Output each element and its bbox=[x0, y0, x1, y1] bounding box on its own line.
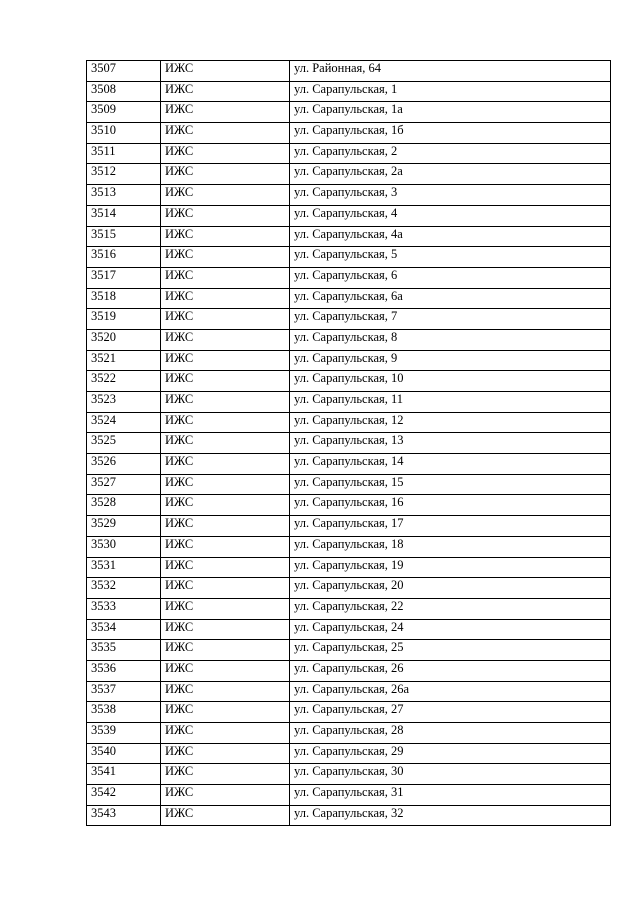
row-number-cell: 3531 bbox=[87, 557, 161, 578]
row-number-cell: 3530 bbox=[87, 536, 161, 557]
table-row bbox=[87, 185, 611, 206]
table-row bbox=[87, 61, 611, 82]
building-type-cell: ИЖС bbox=[161, 205, 290, 226]
row-number-cell: 3527 bbox=[87, 474, 161, 495]
address-cell: ул. Сарапульская, 1 bbox=[290, 81, 611, 102]
address-table bbox=[86, 60, 611, 826]
row-number-cell: 3529 bbox=[87, 516, 161, 537]
address-cell: ул. Сарапульская, 12 bbox=[290, 412, 611, 433]
table-row bbox=[87, 474, 611, 495]
building-type-cell: ИЖС bbox=[161, 226, 290, 247]
table-row bbox=[87, 454, 611, 475]
row-number-cell: 3541 bbox=[87, 764, 161, 785]
table-row bbox=[87, 371, 611, 392]
address-cell: ул. Районная, 64 bbox=[290, 61, 611, 82]
building-type-cell: ИЖС bbox=[161, 578, 290, 599]
address-cell: ул. Сарапульская, 29 bbox=[290, 743, 611, 764]
building-type-cell: ИЖС bbox=[161, 123, 290, 144]
address-cell: ул. Сарапульская, 30 bbox=[290, 764, 611, 785]
address-cell: ул. Сарапульская, 32 bbox=[290, 805, 611, 826]
table-row bbox=[87, 743, 611, 764]
address-cell: ул. Сарапульская, 18 bbox=[290, 536, 611, 557]
row-number-cell: 3533 bbox=[87, 598, 161, 619]
building-type-cell: ИЖС bbox=[161, 598, 290, 619]
table-row bbox=[87, 681, 611, 702]
row-number-cell: 3515 bbox=[87, 226, 161, 247]
table-row bbox=[87, 267, 611, 288]
address-cell: ул. Сарапульская, 20 bbox=[290, 578, 611, 599]
table-row bbox=[87, 433, 611, 454]
row-number-cell: 3534 bbox=[87, 619, 161, 640]
address-cell: ул. Сарапульская, 14 bbox=[290, 454, 611, 475]
row-number-cell: 3537 bbox=[87, 681, 161, 702]
address-cell: ул. Сарапульская, 2 bbox=[290, 143, 611, 164]
table-row bbox=[87, 143, 611, 164]
building-type-cell: ИЖС bbox=[161, 557, 290, 578]
row-number-cell: 3519 bbox=[87, 309, 161, 330]
building-type-cell: ИЖС bbox=[161, 495, 290, 516]
building-type-cell: ИЖС bbox=[161, 392, 290, 413]
row-number-cell: 3522 bbox=[87, 371, 161, 392]
building-type-cell: ИЖС bbox=[161, 640, 290, 661]
row-number-cell: 3514 bbox=[87, 205, 161, 226]
table-row bbox=[87, 764, 611, 785]
address-cell: ул. Сарапульская, 19 bbox=[290, 557, 611, 578]
row-number-cell: 3507 bbox=[87, 61, 161, 82]
table-row bbox=[87, 495, 611, 516]
table-row bbox=[87, 598, 611, 619]
table-row bbox=[87, 309, 611, 330]
table-row bbox=[87, 350, 611, 371]
address-cell: ул. Сарапульская, 15 bbox=[290, 474, 611, 495]
table-row bbox=[87, 412, 611, 433]
building-type-cell: ИЖС bbox=[161, 143, 290, 164]
table-row bbox=[87, 516, 611, 537]
table-row bbox=[87, 392, 611, 413]
address-cell: ул. Сарапульская, 7 bbox=[290, 309, 611, 330]
address-cell: ул. Сарапульская, 31 bbox=[290, 785, 611, 806]
building-type-cell: ИЖС bbox=[161, 247, 290, 268]
address-cell: ул. Сарапульская, 17 bbox=[290, 516, 611, 537]
table-row bbox=[87, 723, 611, 744]
row-number-cell: 3540 bbox=[87, 743, 161, 764]
building-type-cell: ИЖС bbox=[161, 474, 290, 495]
row-number-cell: 3510 bbox=[87, 123, 161, 144]
building-type-cell: ИЖС bbox=[161, 764, 290, 785]
table-row bbox=[87, 536, 611, 557]
row-number-cell: 3525 bbox=[87, 433, 161, 454]
building-type-cell: ИЖС bbox=[161, 102, 290, 123]
building-type-cell: ИЖС bbox=[161, 454, 290, 475]
table-row bbox=[87, 205, 611, 226]
table-row bbox=[87, 660, 611, 681]
row-number-cell: 3518 bbox=[87, 288, 161, 309]
building-type-cell: ИЖС bbox=[161, 185, 290, 206]
row-number-cell: 3512 bbox=[87, 164, 161, 185]
building-type-cell: ИЖС bbox=[161, 516, 290, 537]
table-row bbox=[87, 81, 611, 102]
address-cell: ул. Сарапульская, 1а bbox=[290, 102, 611, 123]
row-number-cell: 3526 bbox=[87, 454, 161, 475]
address-cell: ул. Сарапульская, 25 bbox=[290, 640, 611, 661]
building-type-cell: ИЖС bbox=[161, 433, 290, 454]
building-type-cell: ИЖС bbox=[161, 805, 290, 826]
row-number-cell: 3508 bbox=[87, 81, 161, 102]
building-type-cell: ИЖС bbox=[161, 164, 290, 185]
building-type-cell: ИЖС bbox=[161, 267, 290, 288]
table-row bbox=[87, 288, 611, 309]
address-cell: ул. Сарапульская, 27 bbox=[290, 702, 611, 723]
building-type-cell: ИЖС bbox=[161, 743, 290, 764]
table-row bbox=[87, 557, 611, 578]
address-cell: ул. Сарапульская, 10 bbox=[290, 371, 611, 392]
building-type-cell: ИЖС bbox=[161, 371, 290, 392]
address-cell: ул. Сарапульская, 6 bbox=[290, 267, 611, 288]
building-type-cell: ИЖС bbox=[161, 412, 290, 433]
address-cell: ул. Сарапульская, 2а bbox=[290, 164, 611, 185]
building-type-cell: ИЖС bbox=[161, 350, 290, 371]
address-cell: ул. Сарапульская, 11 bbox=[290, 392, 611, 413]
address-cell: ул. Сарапульская, 16 bbox=[290, 495, 611, 516]
address-cell: ул. Сарапульская, 8 bbox=[290, 329, 611, 350]
row-number-cell: 3520 bbox=[87, 329, 161, 350]
address-cell: ул. Сарапульская, 9 bbox=[290, 350, 611, 371]
row-number-cell: 3511 bbox=[87, 143, 161, 164]
row-number-cell: 3528 bbox=[87, 495, 161, 516]
address-cell: ул. Сарапульская, 5 bbox=[290, 247, 611, 268]
address-cell: ул. Сарапульская, 3 bbox=[290, 185, 611, 206]
row-number-cell: 3513 bbox=[87, 185, 161, 206]
address-cell: ул. Сарапульская, 1б bbox=[290, 123, 611, 144]
building-type-cell: ИЖС bbox=[161, 61, 290, 82]
address-cell: ул. Сарапульская, 22 bbox=[290, 598, 611, 619]
table-row bbox=[87, 578, 611, 599]
address-cell: ул. Сарапульская, 26а bbox=[290, 681, 611, 702]
row-number-cell: 3535 bbox=[87, 640, 161, 661]
table-row bbox=[87, 640, 611, 661]
address-cell: ул. Сарапульская, 28 bbox=[290, 723, 611, 744]
address-table-body bbox=[87, 61, 611, 826]
address-cell: ул. Сарапульская, 24 bbox=[290, 619, 611, 640]
building-type-cell: ИЖС bbox=[161, 723, 290, 744]
address-cell: ул. Сарапульская, 4 bbox=[290, 205, 611, 226]
building-type-cell: ИЖС bbox=[161, 619, 290, 640]
row-number-cell: 3523 bbox=[87, 392, 161, 413]
table-row bbox=[87, 805, 611, 826]
building-type-cell: ИЖС bbox=[161, 681, 290, 702]
table-row bbox=[87, 329, 611, 350]
row-number-cell: 3538 bbox=[87, 702, 161, 723]
building-type-cell: ИЖС bbox=[161, 660, 290, 681]
row-number-cell: 3543 bbox=[87, 805, 161, 826]
building-type-cell: ИЖС bbox=[161, 288, 290, 309]
table-row bbox=[87, 785, 611, 806]
table-row bbox=[87, 702, 611, 723]
table-row bbox=[87, 226, 611, 247]
building-type-cell: ИЖС bbox=[161, 329, 290, 350]
address-cell: ул. Сарапульская, 6а bbox=[290, 288, 611, 309]
row-number-cell: 3539 bbox=[87, 723, 161, 744]
row-number-cell: 3536 bbox=[87, 660, 161, 681]
row-number-cell: 3509 bbox=[87, 102, 161, 123]
building-type-cell: ИЖС bbox=[161, 536, 290, 557]
building-type-cell: ИЖС bbox=[161, 309, 290, 330]
table-row bbox=[87, 247, 611, 268]
row-number-cell: 3532 bbox=[87, 578, 161, 599]
table-row bbox=[87, 123, 611, 144]
row-number-cell: 3516 bbox=[87, 247, 161, 268]
table-row bbox=[87, 164, 611, 185]
building-type-cell: ИЖС bbox=[161, 702, 290, 723]
row-number-cell: 3524 bbox=[87, 412, 161, 433]
address-cell: ул. Сарапульская, 26 bbox=[290, 660, 611, 681]
table-row bbox=[87, 102, 611, 123]
building-type-cell: ИЖС bbox=[161, 785, 290, 806]
row-number-cell: 3517 bbox=[87, 267, 161, 288]
row-number-cell: 3521 bbox=[87, 350, 161, 371]
building-type-cell: ИЖС bbox=[161, 81, 290, 102]
table-row bbox=[87, 619, 611, 640]
address-cell: ул. Сарапульская, 13 bbox=[290, 433, 611, 454]
row-number-cell: 3542 bbox=[87, 785, 161, 806]
address-cell: ул. Сарапульская, 4а bbox=[290, 226, 611, 247]
